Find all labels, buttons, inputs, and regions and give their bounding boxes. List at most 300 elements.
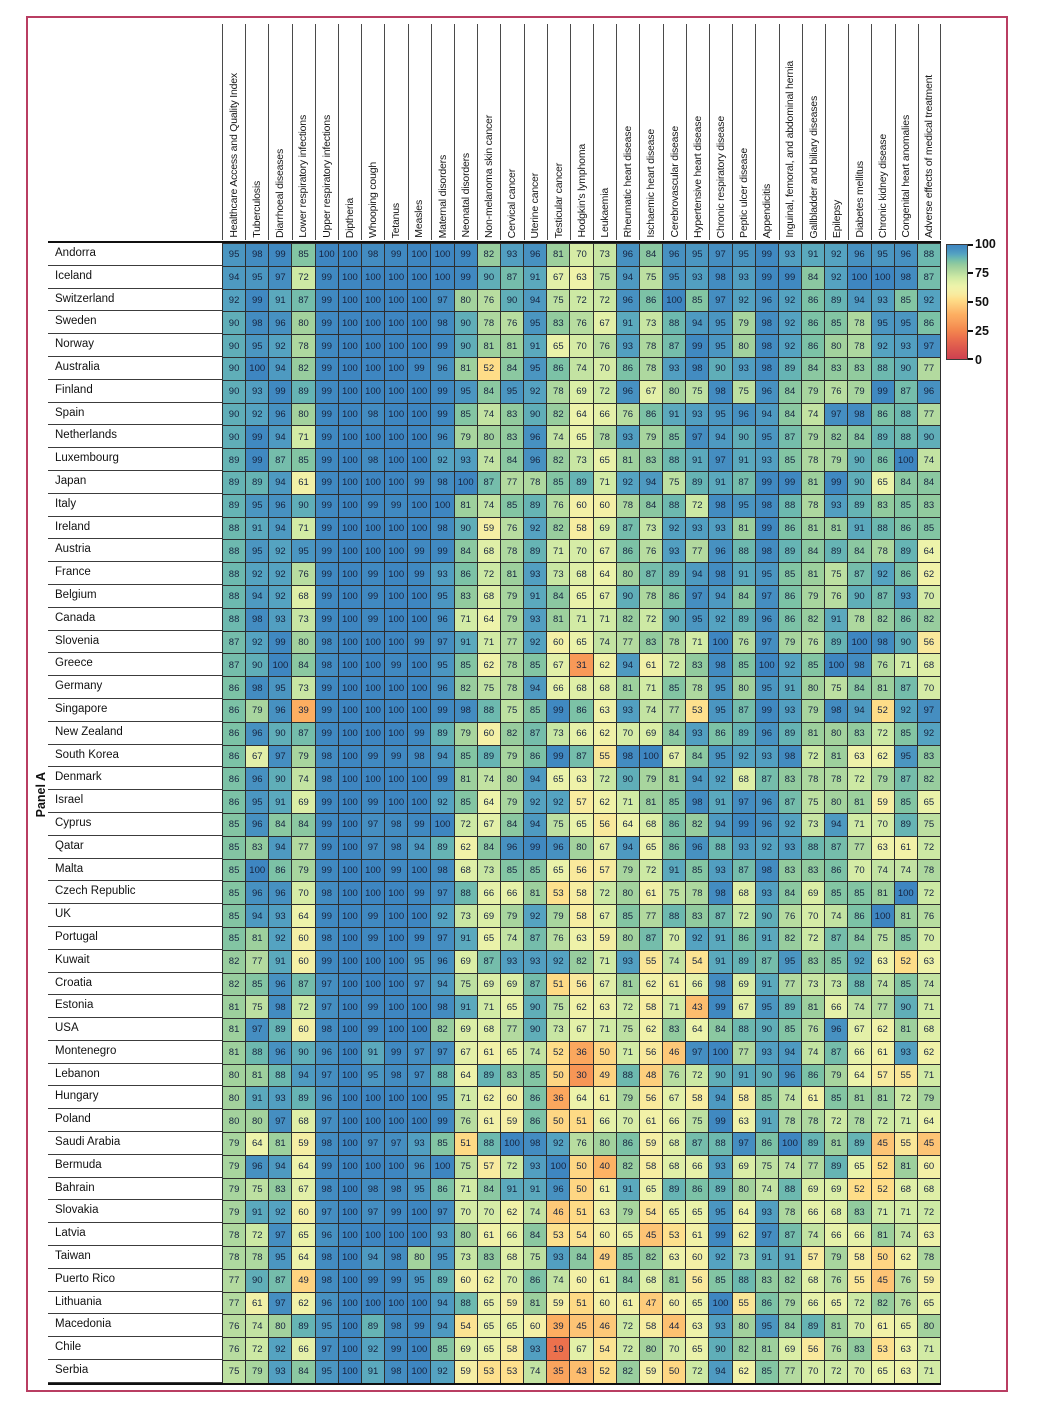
heatmap-cell: 89 xyxy=(663,563,686,586)
heatmap-cell: 70 xyxy=(848,1361,871,1384)
heatmap-cell: 93 xyxy=(756,449,779,472)
column-header xyxy=(454,24,477,240)
heatmap-cell: 78 xyxy=(617,495,640,518)
column-header xyxy=(639,24,662,240)
heatmap-cell: 97 xyxy=(756,632,779,655)
heatmap-cell: 100 xyxy=(339,1247,362,1270)
row-label: Italy xyxy=(48,494,222,517)
heatmap-cell: 43 xyxy=(570,1361,593,1384)
heatmap-cell: 90 xyxy=(733,426,756,449)
heatmap-cell: 79 xyxy=(825,1247,848,1270)
heatmap-cell: 80 xyxy=(802,677,825,700)
heatmap-cell: 100 xyxy=(339,404,362,427)
heatmap-cell: 81 xyxy=(848,1087,871,1110)
heatmap-cell: 92 xyxy=(918,290,941,313)
heatmap-cell: 75 xyxy=(455,974,478,997)
heatmap-cell: 85 xyxy=(686,860,709,883)
column-header-label: Maternal disorders xyxy=(436,154,449,238)
heatmap-cell: 78 xyxy=(802,495,825,518)
column-header xyxy=(292,24,315,240)
heatmap-cell: 68 xyxy=(594,677,617,700)
heatmap-cell: 99 xyxy=(408,928,431,951)
heatmap-cell: 100 xyxy=(339,632,362,655)
heatmap-cell: 52 xyxy=(848,1179,871,1202)
heatmap-cell: 99 xyxy=(408,1315,431,1338)
heatmap-cell: 80 xyxy=(292,312,315,335)
heatmap-cell: 81 xyxy=(663,1270,686,1293)
row-label: Czech Republic xyxy=(48,881,222,904)
heatmap-cell: 95 xyxy=(663,267,686,290)
heatmap-cell: 98 xyxy=(431,472,454,495)
heatmap-cell: 86 xyxy=(663,586,686,609)
heatmap-cell: 86 xyxy=(895,518,918,541)
heatmap-cell: 65 xyxy=(570,586,593,609)
heatmap-cell: 71 xyxy=(640,677,663,700)
heatmap-cell: 100 xyxy=(385,381,408,404)
heatmap-cell: 99 xyxy=(362,495,385,518)
heatmap-cell: 62 xyxy=(594,791,617,814)
heatmap-cell: 85 xyxy=(501,860,524,883)
heatmap-cell: 95 xyxy=(709,677,732,700)
heatmap-cell: 72 xyxy=(617,1338,640,1361)
heatmap-cell: 100 xyxy=(872,267,895,290)
heatmap-cell: 59 xyxy=(455,1361,478,1384)
heatmap-cell: 94 xyxy=(709,814,732,837)
heatmap-cell: 39 xyxy=(292,700,315,723)
heatmap-cell: 92 xyxy=(686,928,709,951)
heatmap-cell: 68 xyxy=(455,860,478,883)
heatmap-cell: 53 xyxy=(478,1361,501,1384)
heatmap-cell: 87 xyxy=(895,677,918,700)
heatmap-cell: 50 xyxy=(663,1361,686,1384)
heatmap-cell: 76 xyxy=(825,1338,848,1361)
heatmap-cell: 80 xyxy=(617,882,640,905)
heatmap-cell: 93 xyxy=(524,609,547,632)
heatmap-cell: 90 xyxy=(455,312,478,335)
heatmap-cell: 75 xyxy=(640,267,663,290)
heatmap-cell: 60 xyxy=(570,1270,593,1293)
column-header xyxy=(686,24,709,240)
row-label: Latvia xyxy=(48,1223,222,1246)
heatmap-cell: 70 xyxy=(918,586,941,609)
heatmap-cell: 56 xyxy=(570,974,593,997)
heatmap-cell: 100 xyxy=(408,1361,431,1384)
heatmap-cell: 88 xyxy=(709,837,732,860)
heatmap-cell: 72 xyxy=(802,746,825,769)
column-header-label: Congenital heart anomalies xyxy=(900,115,913,238)
heatmap-cell: 75 xyxy=(825,677,848,700)
heatmap-cell: 85 xyxy=(524,700,547,723)
heatmap-cell: 91 xyxy=(756,1110,779,1133)
heatmap-cell: 78 xyxy=(686,882,709,905)
heatmap-cell: 94 xyxy=(269,1156,292,1179)
heatmap-cell: 100 xyxy=(339,905,362,928)
heatmap-cell: 89 xyxy=(663,1179,686,1202)
heatmap-cell: 65 xyxy=(478,928,501,951)
heatmap-cell: 88 xyxy=(455,1293,478,1316)
heatmap-cell: 78 xyxy=(640,358,663,381)
heatmap-cell: 86 xyxy=(825,860,848,883)
row-label: Serbia xyxy=(48,1360,222,1383)
heatmap-cell: 71 xyxy=(663,996,686,1019)
heatmap-cell: 86 xyxy=(223,677,246,700)
heatmap-cell: 89 xyxy=(431,723,454,746)
heatmap-cell: 100 xyxy=(246,358,269,381)
heatmap-cell: 98 xyxy=(617,746,640,769)
heatmap-cell: 93 xyxy=(408,1133,431,1156)
heatmap-cell: 92 xyxy=(269,563,292,586)
heatmap-cell: 100 xyxy=(362,381,385,404)
heatmap-cell: 72 xyxy=(686,495,709,518)
column-headers xyxy=(222,24,941,240)
heatmap-cell: 81 xyxy=(455,495,478,518)
heatmap-cell: 100 xyxy=(385,563,408,586)
heatmap-cell: 51 xyxy=(570,1201,593,1224)
heatmap-cell: 67 xyxy=(594,586,617,609)
heatmap-cell: 75 xyxy=(547,814,570,837)
heatmap-cell: 81 xyxy=(547,609,570,632)
heatmap-cell: 65 xyxy=(686,1338,709,1361)
heatmap-cell: 82 xyxy=(501,723,524,746)
heatmap-cell: 64 xyxy=(918,540,941,563)
heatmap-cell: 63 xyxy=(918,951,941,974)
heatmap-cell: 98 xyxy=(756,312,779,335)
heatmap-cell: 66 xyxy=(570,723,593,746)
heatmap-cell: 97 xyxy=(408,1042,431,1065)
heatmap-cell: 87 xyxy=(663,335,686,358)
heatmap-cell: 67 xyxy=(594,974,617,997)
heatmap-cell: 91 xyxy=(617,1179,640,1202)
heatmap-cell: 85 xyxy=(918,518,941,541)
heatmap-cell: 92 xyxy=(895,700,918,723)
heatmap-cell: 62 xyxy=(918,563,941,586)
heatmap-cell: 85 xyxy=(895,928,918,951)
heatmap-cell: 92 xyxy=(756,837,779,860)
heatmap-cell: 78 xyxy=(848,1110,871,1133)
heatmap-cell: 58 xyxy=(570,518,593,541)
heatmap-cell: 57 xyxy=(872,1065,895,1088)
heatmap-cell: 61 xyxy=(686,1224,709,1247)
column-header xyxy=(663,24,686,240)
heatmap-cell: 95 xyxy=(246,335,269,358)
heatmap-cell: 70 xyxy=(872,814,895,837)
heatmap-cell: 90 xyxy=(524,1019,547,1042)
heatmap-cell: 81 xyxy=(802,518,825,541)
heatmap-cell: 100 xyxy=(408,381,431,404)
heatmap-cell: 84 xyxy=(686,746,709,769)
heatmap-cell: 99 xyxy=(362,1270,385,1293)
column-header-label: Epilepsy xyxy=(830,199,843,238)
heatmap-cell: 79 xyxy=(617,1201,640,1224)
heatmap-cell: 77 xyxy=(918,358,941,381)
heatmap-cell: 88 xyxy=(431,1065,454,1088)
heatmap-cell: 64 xyxy=(478,791,501,814)
heatmap-cell: 84 xyxy=(501,814,524,837)
heatmap-cell: 98 xyxy=(362,1179,385,1202)
heatmap-cell: 49 xyxy=(594,1247,617,1270)
heatmap-cell: 76 xyxy=(223,1338,246,1361)
heatmap-cell: 86 xyxy=(802,290,825,313)
heatmap-cell: 60 xyxy=(686,1247,709,1270)
heatmap-cell: 90 xyxy=(709,1338,732,1361)
heatmap-cell: 79 xyxy=(918,1087,941,1110)
column-header-label: Peptic ulcer disease xyxy=(738,148,751,238)
heatmap-cell: 89 xyxy=(292,1087,315,1110)
heatmap-cell: 97 xyxy=(918,335,941,358)
heatmap-cell: 76 xyxy=(918,905,941,928)
heatmap-cell: 92 xyxy=(223,290,246,313)
heatmap-cell: 89 xyxy=(431,1270,454,1293)
heatmap-cell: 72 xyxy=(663,654,686,677)
heatmap-cell: 100 xyxy=(756,654,779,677)
heatmap-cell: 77 xyxy=(617,632,640,655)
heatmap-cell: 98 xyxy=(269,996,292,1019)
heatmap-cell: 80 xyxy=(478,426,501,449)
heatmap-cell: 97 xyxy=(316,1338,339,1361)
heatmap-cell: 71 xyxy=(594,951,617,974)
heatmap-cell: 81 xyxy=(455,358,478,381)
heatmap-cell: 85 xyxy=(223,928,246,951)
heatmap-cell: 97 xyxy=(316,1110,339,1133)
heatmap-cell: 95 xyxy=(733,244,756,267)
heatmap-cell: 94 xyxy=(223,267,246,290)
heatmap-cell: 96 xyxy=(895,244,918,267)
heatmap-cell: 81 xyxy=(756,1338,779,1361)
heatmap-cell: 100 xyxy=(339,540,362,563)
heatmap-cell: 85 xyxy=(895,723,918,746)
heatmap-cell: 55 xyxy=(594,746,617,769)
heatmap-cell: 99 xyxy=(431,335,454,358)
heatmap-cell: 93 xyxy=(524,1156,547,1179)
heatmap-cell: 98 xyxy=(431,996,454,1019)
heatmap-cell: 93 xyxy=(733,837,756,860)
heatmap-cell: 81 xyxy=(872,677,895,700)
heatmap-cell: 81 xyxy=(617,449,640,472)
heatmap-cell: 67 xyxy=(455,1042,478,1065)
heatmap-cell: 95 xyxy=(709,746,732,769)
heatmap-cell: 66 xyxy=(686,974,709,997)
heatmap-cell: 66 xyxy=(594,404,617,427)
heatmap-cell: 80 xyxy=(594,1133,617,1156)
heatmap-cell: 85 xyxy=(779,449,802,472)
heatmap-cell: 89 xyxy=(895,540,918,563)
heatmap-cell: 91 xyxy=(269,791,292,814)
heatmap-cell: 87 xyxy=(223,654,246,677)
heatmap-cell: 100 xyxy=(362,426,385,449)
column-header-label: Diarrhoeal diseases xyxy=(274,149,287,238)
heatmap-cell: 65 xyxy=(594,449,617,472)
heatmap-cell: 75 xyxy=(246,1179,269,1202)
heatmap-cell: 69 xyxy=(640,723,663,746)
heatmap-cell: 91 xyxy=(617,312,640,335)
heatmap-cell: 95 xyxy=(895,312,918,335)
heatmap-cell: 86 xyxy=(524,1110,547,1133)
heatmap-cell: 84 xyxy=(802,540,825,563)
heatmap-cell: 72 xyxy=(686,1361,709,1384)
heatmap-cell: 99 xyxy=(385,746,408,769)
heatmap-cell: 99 xyxy=(408,563,431,586)
heatmap-cell: 99 xyxy=(733,814,756,837)
heatmap-cell: 95 xyxy=(455,381,478,404)
heatmap-cell: 64 xyxy=(570,404,593,427)
heatmap-cell: 75 xyxy=(547,290,570,313)
heatmap-cell: 72 xyxy=(594,768,617,791)
heatmap-cell: 81 xyxy=(895,1019,918,1042)
heatmap-cell: 99 xyxy=(385,244,408,267)
heatmap-cell: 99 xyxy=(455,244,478,267)
legend-tick xyxy=(968,358,973,360)
heatmap-cell: 83 xyxy=(246,837,269,860)
row-label: Chile xyxy=(48,1337,222,1360)
heatmap-cell: 94 xyxy=(269,426,292,449)
heatmap-cell: 99 xyxy=(756,244,779,267)
heatmap-cell: 91 xyxy=(733,563,756,586)
column-header-label: Appendicitis xyxy=(761,183,774,238)
heatmap-cell: 88 xyxy=(223,563,246,586)
heatmap-cell: 100 xyxy=(385,951,408,974)
heatmap-cell: 70 xyxy=(570,244,593,267)
heatmap-cell: 92 xyxy=(431,905,454,928)
heatmap-cell: 74 xyxy=(478,495,501,518)
heatmap-cell: 60 xyxy=(501,1087,524,1110)
heatmap-cell: 92 xyxy=(709,609,732,632)
heatmap-cell: 75 xyxy=(872,928,895,951)
heatmap-cell: 78 xyxy=(848,312,871,335)
heatmap-cell: 70 xyxy=(848,860,871,883)
heatmap-cell: 99 xyxy=(316,814,339,837)
heatmap-cell: 96 xyxy=(316,1224,339,1247)
heatmap-cell: 94 xyxy=(848,700,871,723)
heatmap-cell: 64 xyxy=(292,1247,315,1270)
heatmap-cell: 99 xyxy=(316,563,339,586)
heatmap-cell: 94 xyxy=(617,267,640,290)
heatmap-cell: 78 xyxy=(872,540,895,563)
heatmap-cell: 100 xyxy=(339,860,362,883)
heatmap-cell: 61 xyxy=(292,472,315,495)
heatmap-cell: 95 xyxy=(524,358,547,381)
heatmap-cell: 56 xyxy=(640,1087,663,1110)
column-header-label: Cerebrovascular disease xyxy=(668,126,681,238)
heatmap-cell: 74 xyxy=(918,449,941,472)
heatmap-cell: 79 xyxy=(779,632,802,655)
heatmap-cell: 97 xyxy=(269,1110,292,1133)
heatmap-cell: 86 xyxy=(872,404,895,427)
heatmap-cell: 93 xyxy=(524,563,547,586)
heatmap-cell: 88 xyxy=(246,1042,269,1065)
column-header-label: Uterine cancer xyxy=(529,172,542,238)
heatmap-cell: 87 xyxy=(292,723,315,746)
heatmap-cell: 84 xyxy=(918,472,941,495)
heatmap-cell: 97 xyxy=(362,1133,385,1156)
heatmap-cell: 65 xyxy=(501,996,524,1019)
heatmap-cell: 69 xyxy=(501,974,524,997)
heatmap-cell: 58 xyxy=(640,996,663,1019)
heatmap-cell: 89 xyxy=(825,1156,848,1179)
heatmap-cell: 87 xyxy=(269,1270,292,1293)
heatmap-cell: 100 xyxy=(339,335,362,358)
heatmap-cell: 93 xyxy=(246,381,269,404)
heatmap-cell: 99 xyxy=(362,563,385,586)
heatmap-cell: 65 xyxy=(501,1315,524,1338)
heatmap-cell: 100 xyxy=(339,723,362,746)
heatmap-cell: 67 xyxy=(663,1087,686,1110)
heatmap-cell: 97 xyxy=(431,290,454,313)
heatmap-cell: 100 xyxy=(385,335,408,358)
heatmap-cell: 83 xyxy=(918,495,941,518)
heatmap-cell: 96 xyxy=(431,358,454,381)
heatmap-cell: 69 xyxy=(802,1179,825,1202)
heatmap-cell: 100 xyxy=(779,1133,802,1156)
row-label: Macedonia xyxy=(48,1314,222,1337)
row-label: Croatia xyxy=(48,973,222,996)
heatmap-cell: 90 xyxy=(223,312,246,335)
heatmap-cell: 100 xyxy=(339,358,362,381)
heatmap-cell: 85 xyxy=(455,791,478,814)
heatmap-cell: 96 xyxy=(246,768,269,791)
heatmap-cell: 86 xyxy=(223,746,246,769)
heatmap-cell: 81 xyxy=(663,768,686,791)
heatmap-cell: 98 xyxy=(385,1315,408,1338)
heatmap-cell: 74 xyxy=(756,1179,779,1202)
heatmap-cell: 92 xyxy=(269,928,292,951)
heatmap-cell: 76 xyxy=(223,1315,246,1338)
heatmap-cell: 84 xyxy=(848,426,871,449)
heatmap-cell: 81 xyxy=(872,882,895,905)
heatmap-cell: 100 xyxy=(385,1019,408,1042)
heatmap-cell: 82 xyxy=(478,244,501,267)
heatmap-cell: 92 xyxy=(547,1133,570,1156)
heatmap-cell: 85 xyxy=(825,1087,848,1110)
heatmap-cell: 81 xyxy=(223,996,246,1019)
heatmap-cell: 98 xyxy=(686,791,709,814)
heatmap-cell: 82 xyxy=(918,768,941,791)
legend-tick-label: 100 xyxy=(975,237,996,251)
heatmap-cell: 68 xyxy=(918,654,941,677)
heatmap-cell: 100 xyxy=(431,814,454,837)
heatmap-cell: 91 xyxy=(733,449,756,472)
heatmap-cell: 90 xyxy=(617,586,640,609)
heatmap-cell: 92 xyxy=(362,1338,385,1361)
heatmap-cell: 74 xyxy=(524,1201,547,1224)
heatmap-cell: 87 xyxy=(478,472,501,495)
heatmap-cell: 90 xyxy=(455,518,478,541)
heatmap-cell: 84 xyxy=(733,586,756,609)
heatmap-cell: 70 xyxy=(292,882,315,905)
heatmap-cell: 89 xyxy=(733,951,756,974)
heatmap-cell: 79 xyxy=(223,1179,246,1202)
heatmap-cell: 50 xyxy=(594,1042,617,1065)
heatmap-cell: 57 xyxy=(478,1156,501,1179)
heatmap-cell: 69 xyxy=(292,791,315,814)
heatmap-cell: 100 xyxy=(339,837,362,860)
heatmap-cell: 94 xyxy=(269,837,292,860)
heatmap-cell: 95 xyxy=(756,1315,779,1338)
heatmap-cell: 79 xyxy=(640,768,663,791)
heatmap-cell: 80 xyxy=(617,563,640,586)
heatmap-cell: 73 xyxy=(547,1019,570,1042)
heatmap-cell: 89 xyxy=(733,609,756,632)
heatmap-cell: 54 xyxy=(594,1338,617,1361)
heatmap-cell: 81 xyxy=(617,974,640,997)
heatmap-cell: 71 xyxy=(686,632,709,655)
heatmap-cell: 54 xyxy=(640,1201,663,1224)
heatmap-cell: 89 xyxy=(802,1315,825,1338)
column-header xyxy=(315,24,338,240)
heatmap-cell: 62 xyxy=(733,1361,756,1384)
column-header xyxy=(570,24,593,240)
heatmap-cell: 80 xyxy=(223,1087,246,1110)
heatmap-cell: 85 xyxy=(756,1087,779,1110)
